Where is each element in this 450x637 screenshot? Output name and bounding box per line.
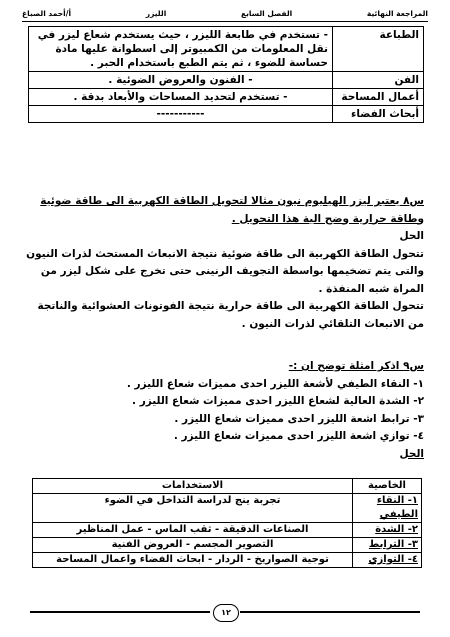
answer-paragraph: تتحول الطاقة الكهربية الى طاقة حرارية نتيجة الفوتونات العشوائية والناتجة من الانبعاث التلقائي لذرات النيون . bbox=[37, 300, 424, 330]
table-header-row bbox=[33, 479, 422, 494]
answer-paragraph: تتحول الطاقة الكهربية الى طاقة ضوئية نتيجة الانبعاث المستحث لذرات النيون والتى يتم تضخيمها بواسطة التجويف الرنينى حتى تخرج على شكل ليزر من المراة شبه المنفذة . bbox=[26, 247, 424, 295]
use-cell: الصناعات الدقيقة - ثقب الماس - عمل المناظير bbox=[33, 523, 353, 538]
column-header: الاستخدامات bbox=[33, 479, 353, 494]
properties-table bbox=[32, 478, 422, 568]
field-cell: الفن bbox=[333, 72, 424, 89]
field-cell: أعمال المساحة bbox=[333, 89, 424, 106]
footer-divider bbox=[30, 611, 210, 613]
column-header: الخاصية bbox=[353, 479, 422, 494]
header-chapter: الفصل السابع bbox=[240, 8, 293, 18]
use-cell: التصوير المجسم - العروض الفنية bbox=[33, 538, 353, 553]
page-number: ١٢ bbox=[213, 604, 239, 622]
header-divider bbox=[22, 21, 428, 22]
table-row bbox=[33, 553, 422, 568]
list-item: ٤- توازي اشعة الليزر احدى مميزات شعاع الليزر . bbox=[173, 430, 424, 442]
table-row bbox=[29, 72, 424, 89]
use-cell: ----------- bbox=[29, 106, 333, 123]
table-row bbox=[33, 494, 422, 523]
table-row bbox=[33, 523, 422, 538]
property-cell: ٣- الترابط bbox=[353, 538, 422, 553]
table-row bbox=[29, 106, 424, 123]
footer-divider bbox=[240, 611, 420, 613]
question-8 bbox=[26, 193, 424, 333]
list-item: ٢- الشدة العالية لشعاع الليزر احدى مميزات شعاع الليزر . bbox=[132, 395, 424, 407]
table-row bbox=[33, 538, 422, 553]
header-author: أ/أحمد الصباغ bbox=[22, 8, 72, 18]
use-cell: - تستخدم في طابعة الليزر ، حيث يستخدم شعاع ليزر في نقل المعلومات من الكمبيوتر إلى اسطوانة عليها مادة حساسة للضوء ، ثم يتم الطبع باستخدام الحبر . bbox=[29, 27, 333, 72]
field-cell: الطباعة bbox=[333, 27, 424, 72]
table-row bbox=[29, 27, 424, 72]
list-item: ٣- ترابط اشعة الليزر احدى مميزات شعاع الليزر . bbox=[174, 412, 424, 425]
header-subject: الليزر bbox=[145, 8, 167, 18]
use-cell: - تستخدم لتحديد المساحات والأبعاد بدقة . bbox=[29, 89, 333, 106]
page-header bbox=[22, 6, 428, 20]
applications-table bbox=[28, 26, 424, 123]
question-9-text: س٩ اذكر امثلة توضح ان :- bbox=[288, 360, 424, 372]
use-cell: - الفنون والعروض الضوئية . bbox=[29, 72, 333, 89]
question-9 bbox=[26, 358, 424, 463]
field-cell: أبحاث الفضاء bbox=[333, 106, 424, 123]
header-review-title: المراجعة النهائية bbox=[366, 8, 428, 18]
answer-label: الحل bbox=[399, 447, 424, 460]
list-item: ١- النقاء الطيفي لأشعة الليزر احدى مميزات شعاع الليزر . bbox=[126, 377, 424, 390]
property-cell: ١- النقاء الطيفي bbox=[353, 494, 422, 523]
property-cell: ٤- التوازي bbox=[353, 553, 422, 568]
answer-label: الحل bbox=[399, 230, 424, 242]
use-cell: تجربة ينج لدراسة التداخل في الضوء bbox=[33, 494, 353, 523]
table-row bbox=[29, 89, 424, 106]
property-cell: ٢- الشدة bbox=[353, 523, 422, 538]
use-cell: توجية الصواريخ - الردار - ابحاث الفضاء واعمال المساحة bbox=[33, 553, 353, 568]
question-8-text: س٨ يعتبر ليزر الهيليوم نيون مثالا لتحويل الطاقة الكهربية الى طاقة ضوئية وطاقة حرارية وضح الية هذا التحويل . bbox=[40, 195, 424, 225]
